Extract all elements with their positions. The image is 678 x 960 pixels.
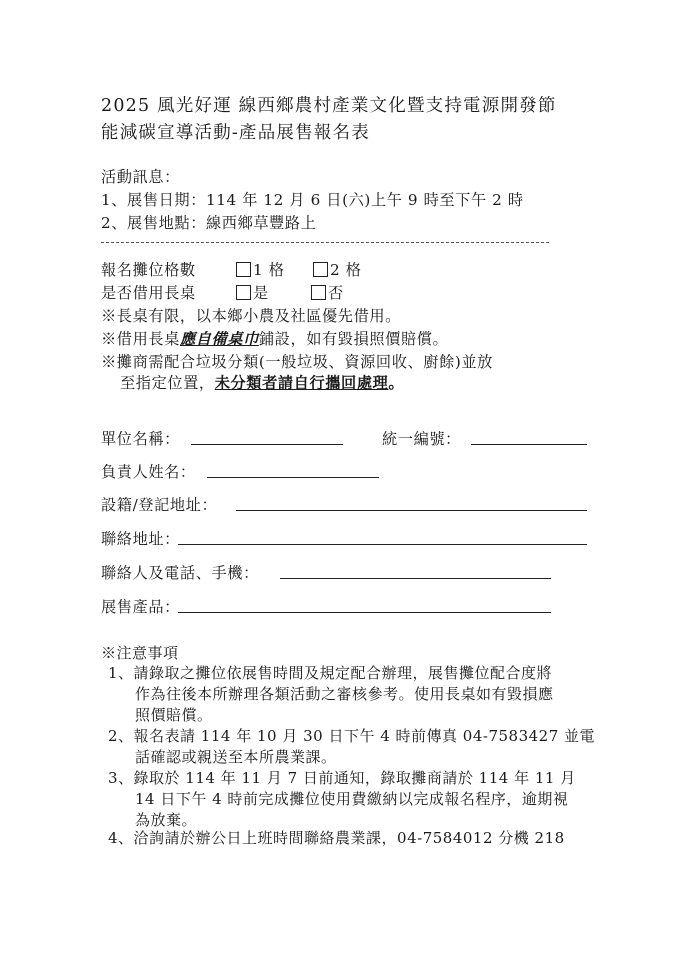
contact-address-label: 聯絡地址： bbox=[101, 530, 180, 548]
rule-3-emphasis: 未分類者請自行攜回處理 bbox=[214, 374, 389, 392]
dashed-divider bbox=[101, 242, 549, 243]
products-label: 展售產品： bbox=[101, 598, 180, 616]
note-3-line2: 14 日下午 4 時前完成攤位使用費繳納以完成報名程序，逾期視 bbox=[135, 790, 569, 808]
rule-2-pre: ※借用長桌 bbox=[101, 330, 180, 348]
form-title-line2: 能減碳宣導活動-產品展售報名表 bbox=[101, 123, 370, 143]
unit-name-field[interactable] bbox=[191, 444, 343, 445]
rule-3-line1: ※攤商需配合垃圾分類(一般垃圾、資源回收、廚餘)並放 bbox=[101, 353, 493, 371]
table-option-no[interactable] bbox=[311, 282, 344, 303]
booth-count-label: 報名攤位格數 bbox=[101, 261, 196, 279]
contact-phone-label: 聯絡人及電話、手機： bbox=[101, 564, 259, 582]
contact-address-field[interactable] bbox=[178, 544, 587, 545]
note-2-line2: 話確認或親送至本所農業課。 bbox=[135, 748, 337, 766]
checkbox-table-yes[interactable] bbox=[236, 285, 251, 300]
note-1-line3: 照價賠償。 bbox=[135, 706, 213, 724]
checkbox-table-no[interactable] bbox=[311, 285, 326, 300]
checkbox-booth-2[interactable] bbox=[313, 262, 328, 277]
rule-3-line2 bbox=[120, 372, 404, 393]
rule-2 bbox=[101, 328, 448, 349]
rule-2-post: 鋪設，如有毀損照價賠償。 bbox=[258, 330, 449, 348]
table-option-yes[interactable] bbox=[236, 282, 269, 303]
tax-id-label: 統一編號： bbox=[382, 430, 461, 448]
form-title-line1: 2025 風光好運 線西鄉農村產業文化暨支持電源開發節 bbox=[101, 96, 557, 116]
booth-option-1[interactable] bbox=[236, 259, 284, 280]
note-4-line1: 4、洽詢請於辦公日上班時間聯絡農業課，04-7584012 分機 218 bbox=[108, 829, 565, 847]
contact-phone-field[interactable] bbox=[280, 578, 551, 579]
unit-name-label: 單位名稱： bbox=[101, 430, 180, 448]
registered-address-label: 設籍/登記地址： bbox=[101, 496, 218, 514]
table-borrow-label: 是否借用長桌 bbox=[101, 284, 196, 302]
info-date: 1、展售日期：114 年 12 月 6 日(六)上午 9 時至下午 2 時 bbox=[101, 191, 524, 209]
note-1-line2: 作為往後本所辦理各類活動之審核參考。使用長桌如有毀損應 bbox=[135, 685, 554, 703]
registered-address-field[interactable] bbox=[236, 510, 587, 511]
owner-name-field[interactable] bbox=[207, 477, 379, 478]
info-place: 2、展售地點：線西鄉草豐路上 bbox=[101, 214, 317, 232]
table-option-no-label: 否 bbox=[328, 284, 344, 302]
rule-3-post: 。 bbox=[388, 374, 405, 392]
note-3-line3: 為放棄。 bbox=[135, 811, 198, 829]
products-field[interactable] bbox=[178, 612, 551, 613]
checkbox-booth-1[interactable] bbox=[236, 262, 251, 277]
info-heading: 活動訊息： bbox=[101, 168, 180, 186]
rule-3-pre: 至指定位置， bbox=[120, 374, 215, 392]
owner-name-label: 負責人姓名： bbox=[101, 463, 196, 481]
note-1-line1: 1、請錄取之攤位依展售時間及規定配合辦理，展售攤位配合度將 bbox=[108, 664, 553, 682]
booth-option-1-label: 1 格 bbox=[253, 261, 285, 279]
booth-option-2[interactable] bbox=[313, 259, 361, 280]
table-option-yes-label: 是 bbox=[253, 284, 269, 302]
rule-2-emphasis: 應自備桌巾 bbox=[179, 330, 259, 348]
tax-id-field[interactable] bbox=[471, 444, 587, 445]
booth-option-2-label: 2 格 bbox=[330, 261, 362, 279]
note-2-line1: 2、報名表請 114 年 10 月 30 日下午 4 時前傳真 04-7583427 並電 bbox=[108, 727, 596, 745]
rule-1: ※長桌有限，以本鄉小農及社區優先借用。 bbox=[101, 307, 401, 325]
notes-heading: ※注意事項 bbox=[101, 644, 179, 662]
note-3-line1: 3、錄取於 114 年 11 月 7 日前通知，錄取攤商請於 114 年 11 月 bbox=[108, 769, 576, 787]
